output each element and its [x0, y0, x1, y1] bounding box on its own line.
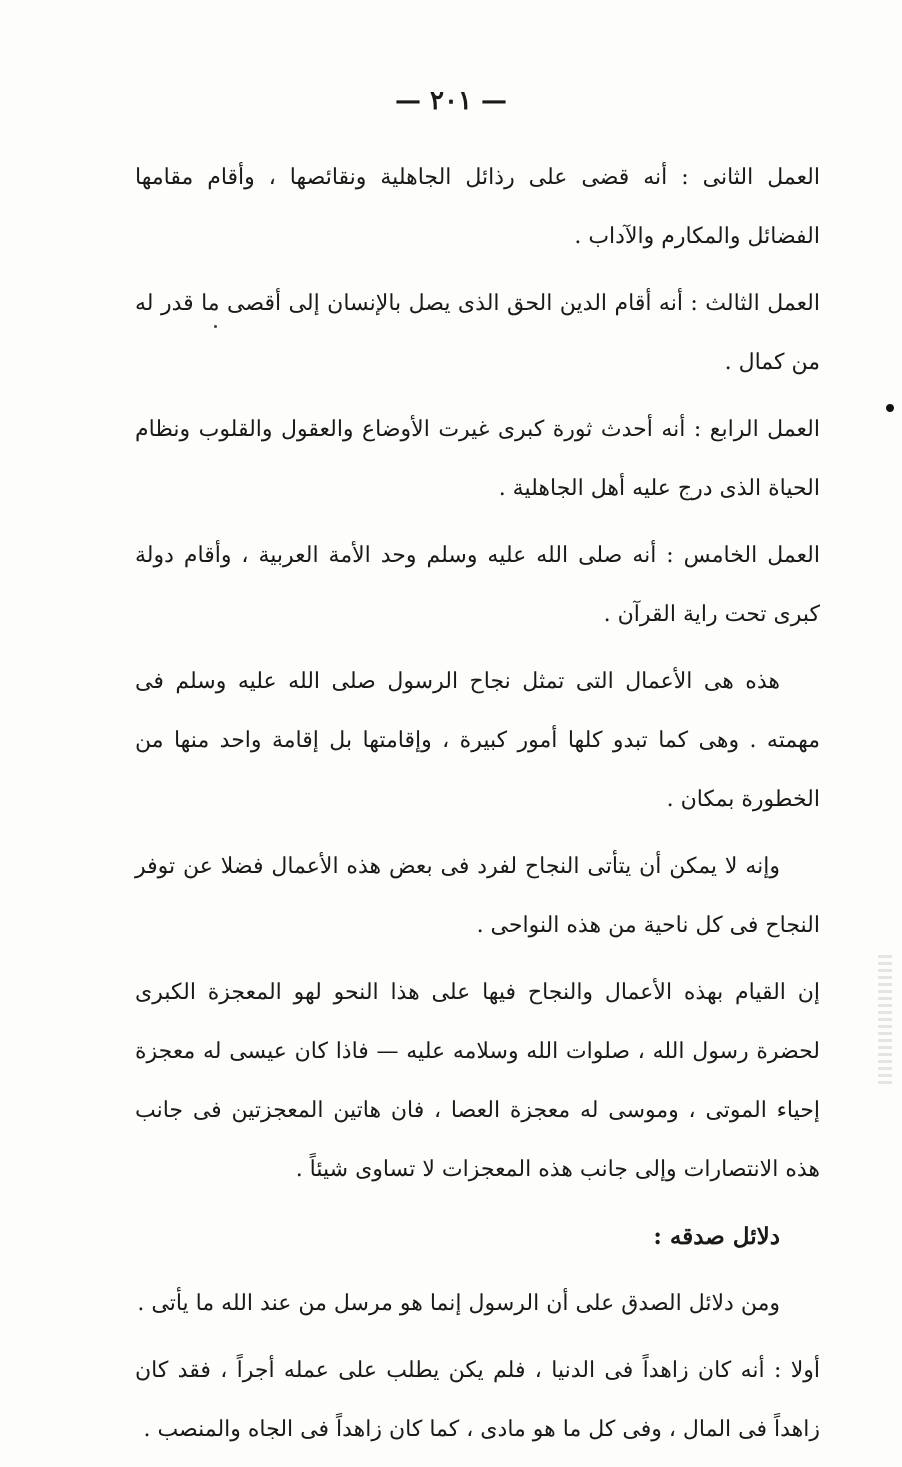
paragraph-work-4: العمل الرابع : أنه أحدث ثورة كبرى غيرت الأوضاع والعقول والقلوب ونظام الحياة الذى درج عليه أهل الجاهلية .: [135, 417, 820, 501]
paragraph-proofs-intro: ومن دلائل الصدق على أن الرسول إنما هو مرسل من عند الله ما يأتى .: [137, 1291, 780, 1316]
paragraph-miracle: إن القيام بهذه الأعمال والنجاح فيها على هذا النحو لهو المعجزة الكبرى لحضرة رسول الله ، صلوات الله وسلامه عليه — فاذا كان عيسى له معجزة إحياء الموتى ، وموسى له معجزة العصا ، فان هاتين المعجزتين فى جانب هذه الانتصارات وإلى جانب هذه المعجزات لا تساوى شيئاً .: [135, 980, 820, 1182]
section-heading: دلائل صدقه :: [653, 1223, 780, 1250]
paragraph-work-2: العمل الثانى : أنه قضى على رذائل الجاهلية ونقائصها ، وأقام مقامها الفضائل والمكارم والآداب .: [135, 165, 820, 249]
paragraph-summary: هذه هى الأعمال التى تمثل نجاح الرسول صلى الله عليه وسلم فى مهمته . وهى كما تبدو كلها أمور كبيرة ، وإقامتها بل إقامة واحد منها من الخطورة بمكان .: [135, 669, 820, 812]
page-number: — ٢٠١ —: [394, 86, 508, 116]
paragraph-work-3: العمل الثالث : أنه أقام الدين الحق الذى يصل بالإنسان إلى أقصى ما قدر له من كمال .: [135, 291, 820, 375]
body-text: [135, 148, 820, 1467]
paragraph-first: أولا : أنه كان زاهداً فى الدنيا ، فلم يكن يطلب على عمله أجراً ، فقد كان زاهداً فى المال ، وفى كل ما هو مادى ، كما كان زاهداً فى الجاه والمنصب .: [135, 1358, 820, 1442]
paragraph-success: وإنه لا يمكن أن يتأتى النجاح لفرد فى بعض هذه الأعمال فضلا عن توفر النجاح فى كل ناحية من هذه النواحى .: [135, 854, 820, 938]
margin-dot: [886, 404, 894, 412]
margin-smudge: [878, 955, 892, 1085]
paragraph-work-5: العمل الخامس : أنه صلى الله عليه وسلم وحد الأمة العربية ، وأقام دولة كبرى تحت راية القرآن .: [135, 543, 820, 627]
